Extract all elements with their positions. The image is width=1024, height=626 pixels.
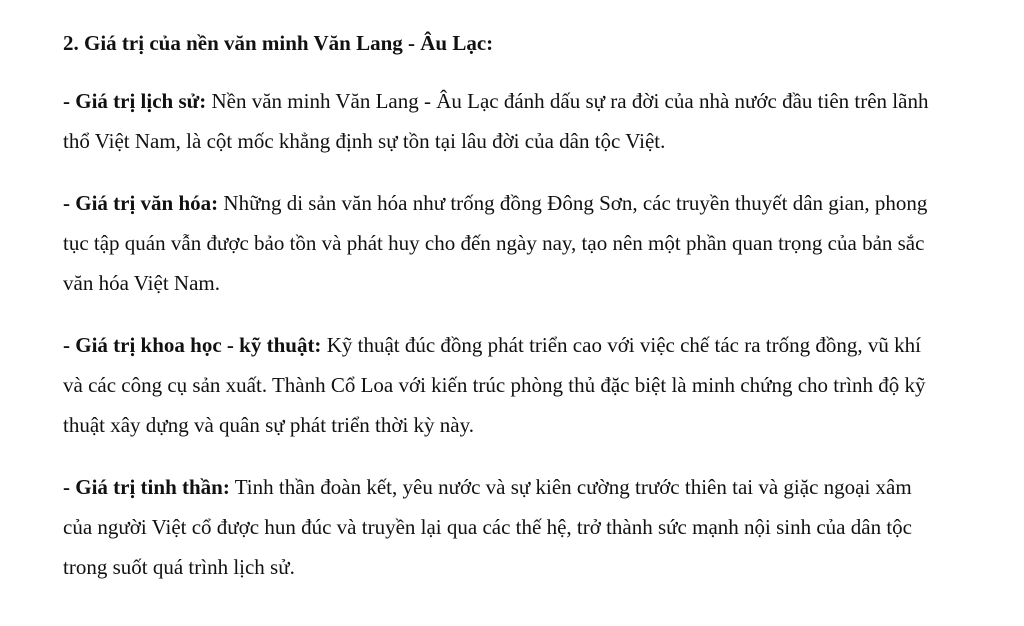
- paragraph-text: Kỹ thuật đúc đồng phát triển cao với việc chế tác ra trống đồng, vũ khí và các công cụ sản xuất. Thành Cổ Loa với kiến trúc phòng thủ đặc biệt là minh chứng cho trình độ kỹ thuật xây dựng và quân sự phát triển thời kỳ này.: [63, 333, 926, 437]
- paragraph-historical-value: [63, 81, 943, 161]
- paragraph-label: - Giá trị khoa học - kỹ thuật:: [63, 333, 322, 357]
- paragraph-science-technology-value: [63, 325, 943, 445]
- paragraph-label: - Giá trị lịch sử:: [63, 89, 207, 113]
- paragraph-spiritual-value: [63, 467, 943, 587]
- paragraph-label: - Giá trị tinh thần:: [63, 475, 230, 499]
- section-heading: 2. Giá trị của nền văn minh Văn Lang - Âu Lạc:: [63, 31, 494, 55]
- paragraph-text: Nền văn minh Văn Lang - Âu Lạc đánh dấu sự ra đời của nhà nước đầu tiên trên lãnh thổ Việt Nam, là cột mốc khẳng định sự tồn tại lâu đời của dân tộc Việt.: [63, 89, 929, 153]
- paragraph-text: Những di sản văn hóa như trống đồng Đông Sơn, các truyền thuyết dân gian, phong tục tập quán vẫn được bảo tồn và phát huy cho đến ngày nay, tạo nên một phần quan trọng của bản sắc văn hóa Việt Nam.: [63, 191, 928, 295]
- paragraph-label: - Giá trị văn hóa:: [63, 191, 219, 215]
- paragraph-text: Tinh thần đoàn kết, yêu nước và sự kiên cường trước thiên tai và giặc ngoại xâm của người Việt cổ được hun đúc và truyền lại qua các thế hệ, trở thành sức mạnh nội sinh của dân tộc trong suốt quá trình lịch sử.: [63, 475, 912, 579]
- document-body: [63, 27, 943, 609]
- paragraph-cultural-value: [63, 183, 943, 303]
